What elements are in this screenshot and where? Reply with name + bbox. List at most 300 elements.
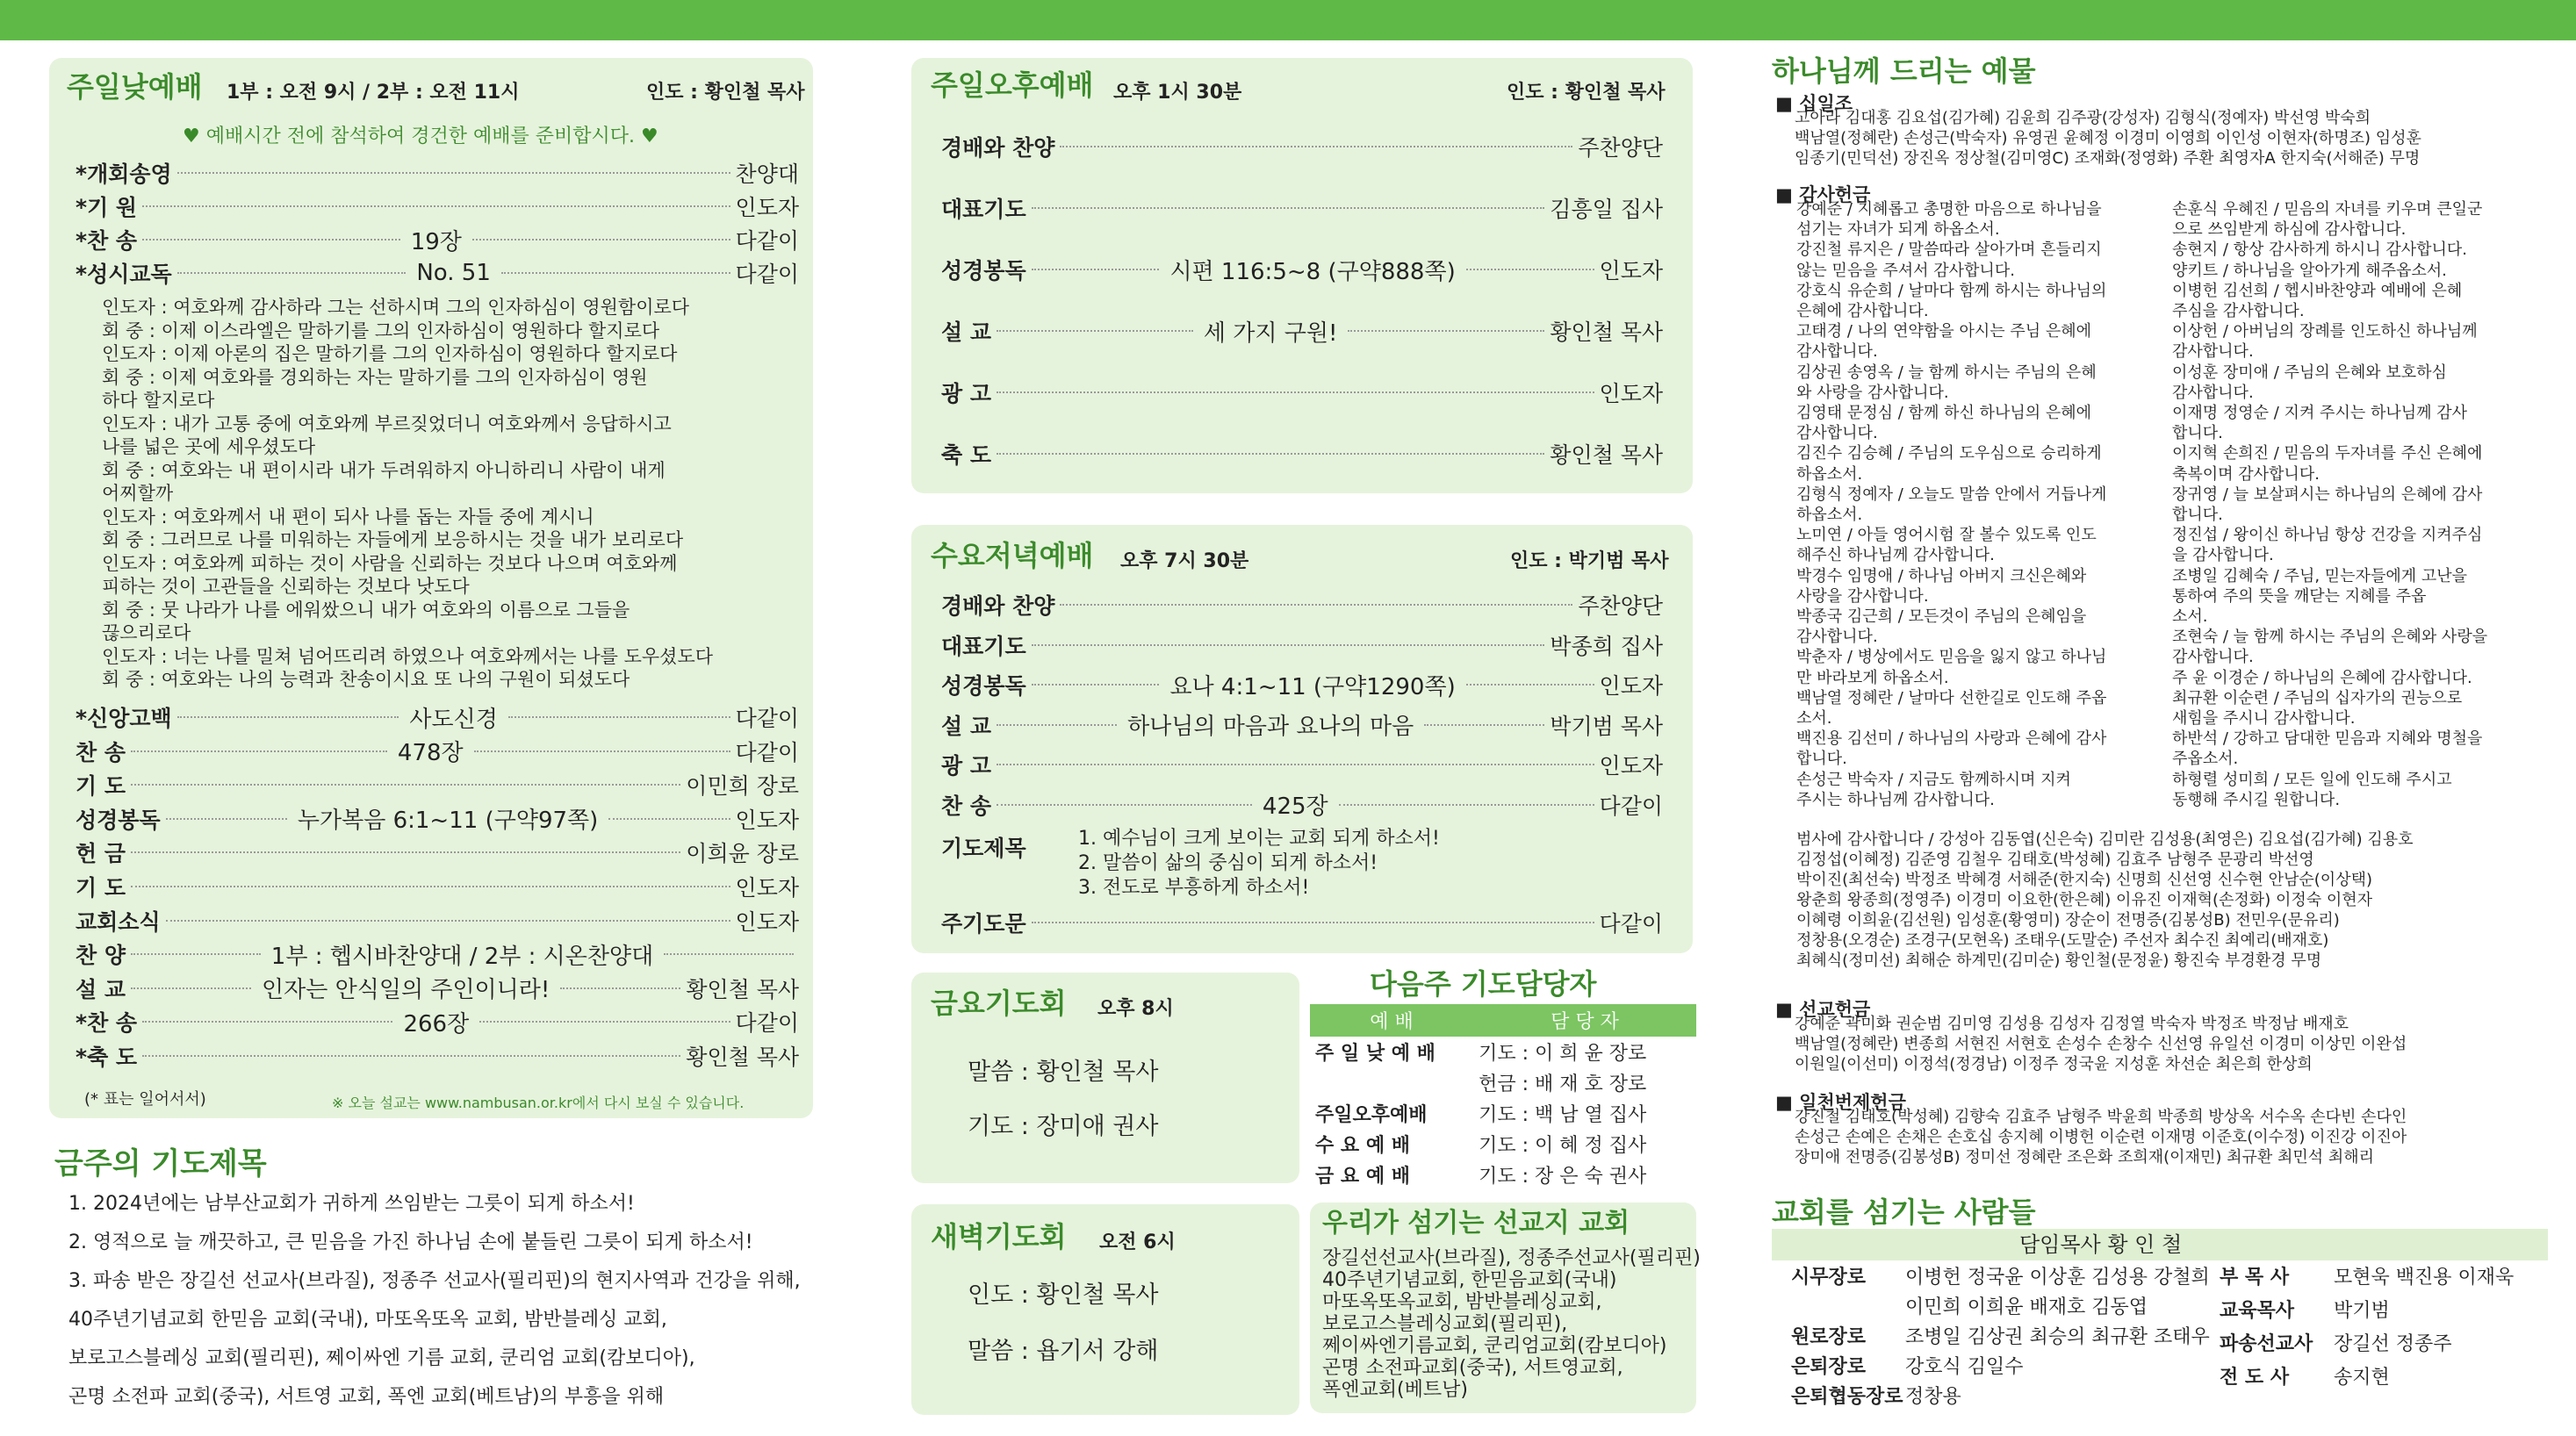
- dotted-leader: [177, 272, 407, 274]
- thanks-line: 이상헌 / 아버님의 장례를 인도하신 하나님께: [2172, 322, 2478, 341]
- standing-note: (* 표는 일어서서): [84, 1090, 206, 1109]
- order-label: 대표기도: [941, 633, 1026, 659]
- thanks-line: 사랑을 감사합니다.: [1796, 586, 1929, 606]
- responsive-line: 인도자 : 너는 나를 밀쳐 넘어뜨리려 하였으나 여호와께서는 나를 도우셨도다: [102, 645, 714, 667]
- top-banner: [0, 0, 2576, 40]
- next-week-person: 기도 : 이 희 윤 장로: [1479, 1043, 1647, 1065]
- people-names: 송지현: [2334, 1367, 2390, 1389]
- order-person: 주찬양단: [1578, 135, 1663, 161]
- people-row: [2220, 1332, 2452, 1357]
- order-label: 기 도: [76, 773, 126, 800]
- dotted-leader: [1466, 269, 1594, 270]
- wednesday-title: 수요저녁예배: [931, 539, 1094, 572]
- next-week-person: 헌금 : 배 재 호 장로: [1479, 1073, 1647, 1095]
- order-detail: 시편 116:5~8 (구약888쪽): [1169, 258, 1456, 285]
- thanks-line: 이성훈 장미애 / 주님의 은혜와 보호하심: [2172, 363, 2447, 382]
- thanks-line: 으로 쓰임받게 하심에 감사합니다.: [2172, 220, 2407, 240]
- order-person: 인도자: [1599, 381, 1663, 406]
- dotted-leader: [997, 391, 1594, 393]
- next-week-row: [1310, 1129, 1696, 1160]
- thanks-line: 감사합니다.: [1796, 424, 1878, 443]
- people-names: 강호식 김일수: [1905, 1356, 2024, 1378]
- sunday-morning-notice: ♥ 예배시간 전에 참석하여 경건한 예배를 준비합시다. ♥: [183, 126, 658, 147]
- mission-church: 보로고스블레싱교회(필리핀),: [1322, 1313, 1568, 1335]
- people-row: [1791, 1385, 1961, 1410]
- order-label: *신앙고백: [76, 706, 172, 731]
- mission-church: 마또옥또옥교회, 밤반블레싱교회,: [1322, 1291, 1602, 1313]
- thanks-line: 박춘자 / 병상에서도 믿음을 잃지 않고 하나님: [1796, 648, 2107, 667]
- thanks-line: 하반석 / 강하고 담대한 믿음과 지혜와 명철을: [2172, 729, 2483, 749]
- responsive-line: 회 중 : 여호와는 내 편이시라 내가 두려워하지 아니하리니 사람이 내게: [102, 459, 666, 481]
- thanks-line: 양키트 / 하나님을 알아가게 해주옵소서.: [2172, 261, 2447, 280]
- friday-word: 말씀 : 황인철 목사: [968, 1059, 1159, 1086]
- tithe-line: 백남열(정혜란) 손성근(박숙자) 유영권 윤혜정 이경미 이영희 이인성 이현자(하명조) 임성훈: [1795, 129, 2421, 147]
- order-row: [76, 906, 799, 936]
- responsive-line: 인도자 : 내가 고통 중에 여호와께 부르짖었더니 여호와께서 응답하시고: [102, 413, 672, 434]
- dotted-leader: [142, 205, 730, 207]
- order-row: [941, 439, 1663, 469]
- mission-church: 40주년기념교회, 한믿음교회(국내): [1322, 1269, 1617, 1291]
- thanks-line: 만 바라보게 하옵소서.: [1796, 668, 1949, 687]
- order-row: [941, 132, 1663, 162]
- next-week-service: 금 요 예 배: [1315, 1166, 1410, 1188]
- week-offering-line: 강진철 김태호(박성혜) 김향숙 김효주 남형주 박윤희 박종희 방상옥 서수옥 손다빈 손다인: [1795, 1108, 2407, 1126]
- week-offering-head: ■ 일천번제헌금: [1775, 1092, 1906, 1113]
- wednesday-prayer-item: 1. 예수님이 크게 보이는 교회 되게 하소서!: [1078, 828, 1440, 850]
- order-label: *개회송영: [76, 162, 172, 187]
- thanks-line: 이병헌 김선희 / 헵시바찬양과 예배에 은혜: [2172, 281, 2463, 300]
- dotted-leader: [131, 784, 680, 786]
- order-row: [76, 872, 799, 901]
- wednesday-time: 오후 7시 30분: [1120, 550, 1249, 572]
- dotted-leader: [472, 239, 730, 241]
- dotted-leader: [177, 716, 399, 718]
- order-row: [941, 255, 1663, 284]
- people-row: [1791, 1325, 2210, 1350]
- next-week-head-person: 담 당 자: [1473, 1004, 1696, 1037]
- thanks-line: 하옵소서.: [1796, 506, 1863, 524]
- order-person: 황인철 목사: [1550, 320, 1664, 345]
- order-detail: 요나 4:1~11 (구약1290쪽): [1169, 673, 1456, 700]
- order-detail: 사도신경: [409, 706, 498, 733]
- thanks-line: 정진섭 / 왕이신 하나님 항상 건강을 지켜주심: [2172, 526, 2483, 545]
- dotted-leader: [1424, 724, 1544, 726]
- thanks-line: 은혜에 감사합니다.: [1796, 302, 1929, 320]
- thanks-line: 섬기는 자녀가 되게 하옵소서.: [1796, 220, 2000, 240]
- order-row: [76, 939, 799, 969]
- people-row: [1791, 1266, 2210, 1290]
- people-names: 이민희 이희윤 배재호 김동엽: [1905, 1296, 2148, 1318]
- lords-prayer-label: 주기도문: [941, 911, 1026, 937]
- dotted-leader: [479, 1021, 730, 1023]
- people-role: 원로장로: [1791, 1326, 1867, 1348]
- dawn-leader: 인도 : 황인철 목사: [968, 1282, 1159, 1309]
- thanks-line: 송현지 / 항상 감사하게 하시니 감사합니다.: [2172, 241, 2467, 260]
- thanks-all-line: 박이진(최선숙) 박정조 박혜경 서해준(한지숙) 신명희 신선영 신수현 안남순(이상택): [1796, 871, 2372, 889]
- thanks-line: 해주신 하나님께 감사합니다.: [1796, 546, 1995, 565]
- people-role: 파송선교사: [2220, 1333, 2313, 1355]
- dotted-leader: [1032, 207, 1545, 209]
- order-label: 성경봉독: [941, 258, 1026, 284]
- order-person: 다같이: [735, 228, 800, 254]
- wednesday-leader: 인도 : 박기범 목사: [1510, 550, 1669, 572]
- thanks-line: 김진수 김승혜 / 주님의 도우심으로 승리하게: [1796, 444, 2102, 463]
- thanks-line: 강진철 류지은 / 말씀따라 살아가며 흔들리지: [1796, 241, 2102, 260]
- thanks-line: 이지혁 손희진 / 믿음의 두자녀를 주신 은혜에: [2172, 444, 2483, 463]
- dawn-title: 새벽기도회: [931, 1220, 1067, 1253]
- dotted-leader: [997, 453, 1544, 455]
- mission-offering-line: 백남열(정혜란) 변종희 서현진 서현호 손성수 손창수 신선영 유일선 이경미 이상민 이완섭: [1795, 1035, 2407, 1053]
- people-role: 은퇴장로: [1791, 1356, 1867, 1378]
- dawn-word: 말씀 : 욥기서 강해: [968, 1338, 1159, 1365]
- sunday-afternoon-title: 주일오후예배: [931, 68, 1094, 102]
- dotted-leader: [997, 330, 1193, 332]
- order-person: 이민희 장로: [686, 773, 799, 800]
- thanks-line: 합니다.: [1796, 750, 1847, 769]
- mission-church: 폭엔교회(베트남): [1322, 1379, 1468, 1401]
- thanks-line: 새힘을 주시니 감사합니다.: [2172, 709, 2356, 728]
- order-label: 성경봉독: [941, 673, 1026, 699]
- thanks-line: 노미연 / 아들 영어시험 잘 볼수 있도록 인도: [1796, 526, 2097, 545]
- senior-pastor: 담임목사 황 인 철: [2019, 1232, 2183, 1257]
- order-label: 헌 금: [76, 841, 126, 867]
- thanks-line: 소서.: [2172, 607, 2208, 626]
- order-row: [76, 702, 799, 732]
- dotted-leader: [131, 851, 680, 853]
- thanks-line: 김영태 문정심 / 함께 하신 하나님의 은혜에: [1796, 404, 2091, 422]
- dotted-leader: [1060, 146, 1572, 147]
- order-person: 다같이: [735, 1010, 799, 1037]
- sermon-web-note: ※ 오늘 설교는 www.nambusan.or.kr에서 다시 보실 수 있습니다.: [332, 1095, 745, 1111]
- order-person: 다같이: [735, 262, 799, 287]
- next-week-row: [1310, 1160, 1696, 1190]
- order-detail: 425장: [1262, 793, 1328, 820]
- sunday-morning-title: 주일낮예배: [67, 70, 203, 104]
- dotted-leader: [501, 272, 730, 274]
- next-week-service: [1310, 1067, 1473, 1098]
- thanks-line: 합니다.: [2172, 424, 2223, 443]
- thanks-line: 김형식 정예자 / 오늘도 말씀 안에서 거듭나게: [1796, 485, 2107, 504]
- prayer-topic: 2. 영적으로 늘 깨끗하고, 큰 믿음을 가진 하나님 손에 붙들린 그릇이 되게 하소서!: [68, 1231, 753, 1253]
- dawn-time: 오전 6시: [1099, 1231, 1176, 1253]
- order-detail: 1부 : 헵시바찬양대 / 2부 : 시온찬양대: [270, 943, 654, 970]
- people-role: 시무장로: [1791, 1267, 1867, 1289]
- thanks-line: 조현숙 / 늘 함께 하시는 주님의 은혜와 사랑을: [2172, 628, 2488, 647]
- order-person: 황인철 목사: [686, 976, 800, 1002]
- wednesday-prayer-label: 기도제목: [941, 836, 1026, 861]
- thanks-line: 주 윤 이경순 / 하나님의 은혜에 감사합니다.: [2172, 668, 2472, 687]
- tithe-line: 고아라 김대홍 김요섭(김가혜) 김윤희 김주광(강성자) 김형식(정예자) 박선영 박숙희: [1795, 109, 2371, 127]
- order-row: [941, 377, 1663, 407]
- order-person: 인도자: [735, 875, 799, 901]
- people-names: 모현욱 백진용 이재욱: [2334, 1267, 2515, 1289]
- friday-time: 오후 8시: [1097, 998, 1174, 1020]
- people-row: [1791, 1296, 2148, 1320]
- thanks-all-line: 최혜식(정미선) 최해순 하계민(김미순) 황인철(문정윤) 황진숙 부경환경 무명: [1796, 951, 2322, 970]
- thanks-line: 박경수 임명애 / 하나님 아버지 크신은혜와: [1796, 566, 2087, 585]
- people-role: 은퇴협동장로: [1791, 1386, 1903, 1408]
- order-row: [941, 193, 1663, 223]
- mission-offering-line: 강예준 곽미화 권순범 김미영 김성용 김성자 김정열 박숙자 박정조 박정남 배재호: [1795, 1015, 2349, 1033]
- tithe-head: ■ 십일조: [1775, 93, 1853, 114]
- thanks-line: 백남열 정혜란 / 날마다 선한길로 인도해 주옵: [1796, 688, 2107, 707]
- thanks-all-line: 정창용(오경순) 조경구(모현옥) 조태우(도말순) 주선자 최수진 최예리(배재호): [1796, 931, 2329, 950]
- order-person: 인도자: [735, 195, 799, 220]
- next-week-service: 주일오후예배: [1315, 1104, 1428, 1126]
- order-label: 설 교: [941, 713, 992, 739]
- thanks-line: 하옵소서.: [1796, 464, 1863, 484]
- dotted-leader: [997, 804, 1252, 806]
- dotted-leader: [1032, 684, 1160, 686]
- order-label: 경배와 찬양: [941, 593, 1055, 619]
- thanks-line: 감사합니다.: [2172, 383, 2254, 402]
- dotted-leader: [166, 818, 287, 820]
- next-week-service: 수 요 예 배: [1315, 1135, 1410, 1157]
- week-offering-line: 장미애 전명증(김봉성B) 정미선 정혜란 조은화 조희재(이재민) 최규환 최민석 최해리: [1795, 1148, 2375, 1167]
- dotted-leader: [1032, 644, 1545, 646]
- lords-prayer-right: 다같이: [1599, 911, 1663, 937]
- order-detail: 266장: [403, 1010, 470, 1038]
- dotted-leader: [997, 724, 1117, 726]
- thanks-line: 감사합니다.: [1796, 628, 1878, 647]
- dotted-leader: [608, 818, 730, 820]
- thanks-line: 감사합니다.: [1796, 342, 1878, 362]
- people-names: 박기범: [2334, 1300, 2390, 1322]
- thanks-line: 손훈식 우혜진 / 믿음의 자녀를 키우며 큰일군: [2172, 200, 2483, 219]
- order-person: 인도자: [1599, 753, 1663, 779]
- thanks-all-line: 김정섭(이혜정) 김준영 김철우 김태호(박성혜) 김효주 남형주 문광리 박선영: [1796, 851, 2314, 869]
- order-label: 성경봉독: [76, 807, 161, 833]
- order-row: [76, 225, 799, 255]
- people-role: 교육목사: [2220, 1300, 2295, 1322]
- order-detail: 19장: [410, 228, 462, 255]
- thanks-line: 조병일 김혜숙 / 주님, 믿는자들에게 고난을: [2172, 566, 2467, 585]
- order-label: 경배와 찬양: [941, 135, 1055, 161]
- thanks-line: 을 감사합니다.: [2172, 546, 2274, 565]
- dotted-leader: [1032, 269, 1160, 270]
- responsive-line: 피하는 것이 고관들을 신뢰하는 것보다 낫도다: [102, 576, 470, 597]
- next-week-service: 주 일 낮 예 배: [1315, 1043, 1436, 1065]
- order-row: [76, 158, 799, 188]
- dotted-leader: [1060, 604, 1572, 606]
- order-row: [76, 1041, 799, 1071]
- prayer-topic: 보로고스블레싱 교회(필리핀), 쩨이싸엔 기름 교회, 쿤리엄 교회(캄보디아),: [68, 1347, 695, 1369]
- order-label: *찬 송: [76, 1010, 138, 1037]
- responsive-line: 회 중 : 그러므로 나를 미워하는 자들에게 보응하시는 것을 내가 보리로다: [102, 529, 684, 550]
- order-row: [941, 710, 1663, 740]
- order-label: 광 고: [941, 381, 992, 406]
- order-person: 이희윤 장로: [686, 841, 799, 867]
- mission-church: 곤명 소전파교회(중국), 서트영교회,: [1322, 1357, 1623, 1379]
- order-person: 황인철 목사: [686, 1045, 799, 1070]
- mission-church: 장길선선교사(브라질), 정종주선교사(필리핀): [1322, 1247, 1701, 1269]
- order-label: 대표기도: [941, 197, 1026, 222]
- people-names: 이병헌 정국윤 이상훈 김성용 강철희: [1905, 1267, 2210, 1289]
- responsive-line: 인도자 : 이제 아론의 집은 말하기를 그의 인자하심이 영원하다 할지로다: [102, 343, 678, 364]
- order-label: *축 도: [76, 1045, 138, 1070]
- dotted-leader: [508, 716, 730, 718]
- order-row: [941, 790, 1663, 820]
- order-row: [941, 750, 1663, 779]
- friday-title: 금요기도회: [931, 987, 1067, 1020]
- thanks-line: 손성근 박숙자 / 지금도 함께하시며 지켜: [1796, 770, 2071, 789]
- order-row: [76, 1007, 799, 1037]
- order-person: 인도자: [735, 807, 799, 833]
- thanks-line: 주심을 감사합니다.: [2172, 302, 2305, 320]
- order-detail: 세 가지 구원!: [1203, 320, 1338, 347]
- thanks-line: 합니다.: [2172, 506, 2223, 524]
- next-week-title: 다음주 기도담당자: [1370, 967, 1597, 1001]
- order-row: [941, 590, 1663, 620]
- thanks-line: 최규환 이순련 / 주님의 십자가의 권능으로: [2172, 688, 2463, 707]
- thanks-line: 이재명 정영순 / 지켜 주시는 하나님께 감사: [2172, 404, 2467, 422]
- thanks-line: 김상권 송영옥 / 늘 함께 하시는 주님의 은혜: [1796, 363, 2097, 382]
- order-person: 인도자: [735, 908, 799, 935]
- thanks-all-line: 이혜령 이희윤(김선원) 임성훈(황영미) 장순이 전명증(김봉성B) 전민우(문유리): [1796, 911, 2340, 930]
- thanks-line: 주옵소서.: [2172, 750, 2239, 769]
- dotted-leader: [142, 1055, 680, 1057]
- dotted-leader: [142, 1021, 392, 1023]
- responsive-line: 회 중 : 뭇 나라가 나를 에워쌌으니 내가 여호와의 이름으로 그들을: [102, 599, 630, 621]
- people-names: 정창용: [1905, 1386, 1961, 1408]
- people-row: [1791, 1355, 2024, 1380]
- order-person: 다같이: [735, 739, 799, 765]
- wednesday-prayer-item: 2. 말씀이 삶의 중심이 되게 하소서!: [1078, 852, 1378, 874]
- next-week-row: [1310, 1037, 1696, 1067]
- thanks-line: 소서.: [1796, 709, 1832, 728]
- order-label: *기 원: [76, 195, 138, 220]
- order-person: 인도자: [1599, 673, 1663, 699]
- order-row: [76, 736, 799, 766]
- people-role: 부 목 사: [2220, 1267, 2290, 1289]
- sunday-afternoon-time: 오후 1시 30분: [1113, 82, 1242, 104]
- thanks-line: 하형렬 성미희 / 모든 일에 인도해 주시고: [2172, 770, 2452, 789]
- thanks-all-line: 범사에 감사합니다 / 강성아 김동엽(신은숙) 김미란 김성용(최영은) 김요섭(김가혜) 김용호: [1796, 830, 2414, 849]
- responsive-line: 끊으리로다: [102, 622, 191, 643]
- order-row: [76, 258, 799, 288]
- dotted-leader: [131, 953, 261, 955]
- prayer-topic: 40주년기념교회 한믿음 교회(국내), 마또옥또옥 교회, 밤반블레싱 교회,: [68, 1309, 667, 1331]
- week-offering-line: 손성근 손예은 손채은 손호십 송지혜 이병헌 이순련 이재명 이준호(이수정) 이진강 이진아: [1795, 1128, 2407, 1146]
- order-person: 황인철 목사: [1550, 442, 1663, 468]
- responsive-line: 회 중 : 이제 여호와를 경외하는 자는 말하기를 그의 인자하심이 영원: [102, 366, 648, 388]
- prayer-topic: 1. 2024년에는 남부산교회가 귀하게 쓰임받는 그릇이 되게 하소서!: [68, 1193, 635, 1215]
- responsive-line: 인도자 : 여호와께 감사하라 그는 선하시며 그의 인자하심이 영원함이로다: [102, 297, 690, 318]
- thanks-line: 감사합니다.: [2172, 342, 2254, 362]
- thanks-line: 박종국 김근희 / 모든것이 주님의 은혜임을: [1796, 607, 2087, 626]
- order-person: 인도자: [1599, 258, 1663, 284]
- order-person: 주찬양단: [1578, 593, 1663, 619]
- next-week-head-service: 예 배: [1310, 1004, 1473, 1037]
- thanks-line: 백진용 김선미 / 하나님의 사랑과 은혜에 감사: [1796, 729, 2107, 749]
- dotted-leader: [997, 764, 1594, 765]
- thanks-line: 감사합니다.: [2172, 648, 2254, 667]
- order-detail: No. 51: [416, 260, 491, 286]
- order-person: 다같이: [735, 706, 800, 731]
- thanks-line: 주시는 하나님께 감사합니다.: [1796, 790, 1995, 809]
- thanks-line: 장귀영 / 늘 보살펴시는 하나님의 은혜에 감사: [2172, 485, 2483, 504]
- people-role: 전 도 사: [2220, 1367, 2290, 1389]
- dotted-leader: [560, 987, 680, 989]
- order-person: 찬양대: [735, 162, 799, 187]
- order-detail: 하나님의 마음과 요나의 마음: [1127, 714, 1414, 740]
- offerings-title: 하나님께 드리는 예물: [1772, 54, 2036, 88]
- sunday-morning-leader: 인도 : 황인철 목사: [646, 82, 805, 104]
- thanks-all-line: 왕춘희 왕종희(정영주) 이경미 이요한(한은혜) 이유진 이재혁(손정화) 이정숙 이현자: [1796, 891, 2372, 909]
- thanks-line: 축복이며 감사합니다.: [2172, 464, 2320, 484]
- prayer-topics-title: 금주의 기도제목: [54, 1146, 267, 1181]
- tithe-line: 임종기(민덕선) 장진옥 정상철(김미영C) 조재화(정영화) 주환 최영자A 한지숙(서해준) 무명: [1795, 149, 2421, 168]
- order-row: [941, 316, 1663, 346]
- dotted-leader: [166, 920, 730, 922]
- order-row: [941, 670, 1663, 700]
- order-label: 광 고: [941, 753, 992, 779]
- order-person: 박종희 집사: [1550, 633, 1663, 659]
- order-person: 김흥일 집사: [1550, 197, 1663, 222]
- dotted-leader: [131, 750, 387, 752]
- dotted-leader: [474, 750, 730, 752]
- order-row: [76, 770, 799, 800]
- responsive-line: 인도자 : 여호와께 피하는 것이 사람을 신뢰하는 것보다 나으며 여호와께: [102, 552, 678, 574]
- thanks-line: 동행해 주시길 원합니다.: [2172, 790, 2341, 809]
- mission-offering-line: 이원일(이선미) 이정석(정경남) 이정주 정국윤 지성훈 차선순 최은희 한상희: [1795, 1055, 2313, 1073]
- thanks-line: 와 사랑을 감사합니다.: [1796, 383, 1949, 402]
- order-person: 다같이: [1599, 793, 1663, 819]
- order-label: 설 교: [941, 320, 992, 345]
- mission-church: 쩨이싸엔기름교회, 쿤리엄교회(캄보디아): [1322, 1335, 1667, 1357]
- sunday-afternoon-leader: 인도 : 황인철 목사: [1507, 82, 1666, 104]
- order-row: [941, 630, 1663, 660]
- thanks-line: 않는 믿음을 주셔서 감사합니다.: [1796, 261, 2015, 280]
- dotted-leader: [131, 886, 730, 887]
- dotted-leader: [664, 953, 794, 955]
- order-label: 설 교: [76, 976, 126, 1002]
- next-week-table: [1310, 1004, 1696, 1190]
- dotted-leader: [1339, 804, 1594, 806]
- people-names: 조병일 김상권 최승의 최규환 조태우: [1905, 1326, 2210, 1348]
- lords-prayer-row: [941, 908, 1663, 937]
- people-names: 장길선 정종주: [2334, 1333, 2452, 1355]
- order-detail: 누가복음 6:1~11 (구약97쪽): [297, 808, 599, 835]
- dotted-leader: [142, 239, 400, 241]
- responsive-line: 어찌할까: [102, 483, 174, 504]
- responsive-line: 인도자 : 여호와께서 내 편이 되사 나를 돕는 자들 중에 계시니: [102, 506, 594, 528]
- next-week-row: [1310, 1067, 1696, 1098]
- prayer-topic: 3. 파송 받은 장길선 선교사(브라질), 정종주 선교사(필리핀)의 현지사역과 건강을 위해,: [68, 1270, 801, 1292]
- order-label: 찬 송: [941, 793, 992, 819]
- order-label: 기 도: [76, 875, 126, 901]
- next-week-person: 기도 : 백 남 열 집사: [1479, 1104, 1647, 1126]
- next-week-row: [1310, 1098, 1696, 1129]
- dotted-leader: [1466, 684, 1594, 686]
- order-label: 교회소식: [76, 908, 161, 935]
- people-row: [2220, 1366, 2390, 1390]
- dotted-leader: [131, 987, 251, 989]
- people-row: [2220, 1299, 2390, 1324]
- thanks-line: 강호식 유순희 / 날마다 함께 하시는 하나님의: [1796, 281, 2107, 300]
- order-label: *찬 송: [76, 228, 138, 254]
- responsive-line: 회 중 : 여호와는 나의 능력과 찬송이시요 또 나의 구원이 되셨도다: [102, 669, 630, 690]
- people-title: 교회를 섬기는 사람들: [1772, 1195, 2036, 1229]
- order-row: [76, 191, 799, 221]
- responsive-line: 회 중 : 이제 이스라엘은 말하기를 그의 인자하심이 영원하다 할지로다: [102, 320, 660, 341]
- dotted-leader: [1348, 330, 1544, 332]
- sunday-morning-time: 1부 : 오전 9시 / 2부 : 오전 11시: [227, 82, 520, 104]
- order-label: 찬 양: [76, 943, 126, 969]
- order-row: [76, 804, 799, 834]
- wednesday-prayer-item: 3. 전도로 부흥하게 하소서!: [1078, 877, 1310, 899]
- order-row: [76, 837, 799, 867]
